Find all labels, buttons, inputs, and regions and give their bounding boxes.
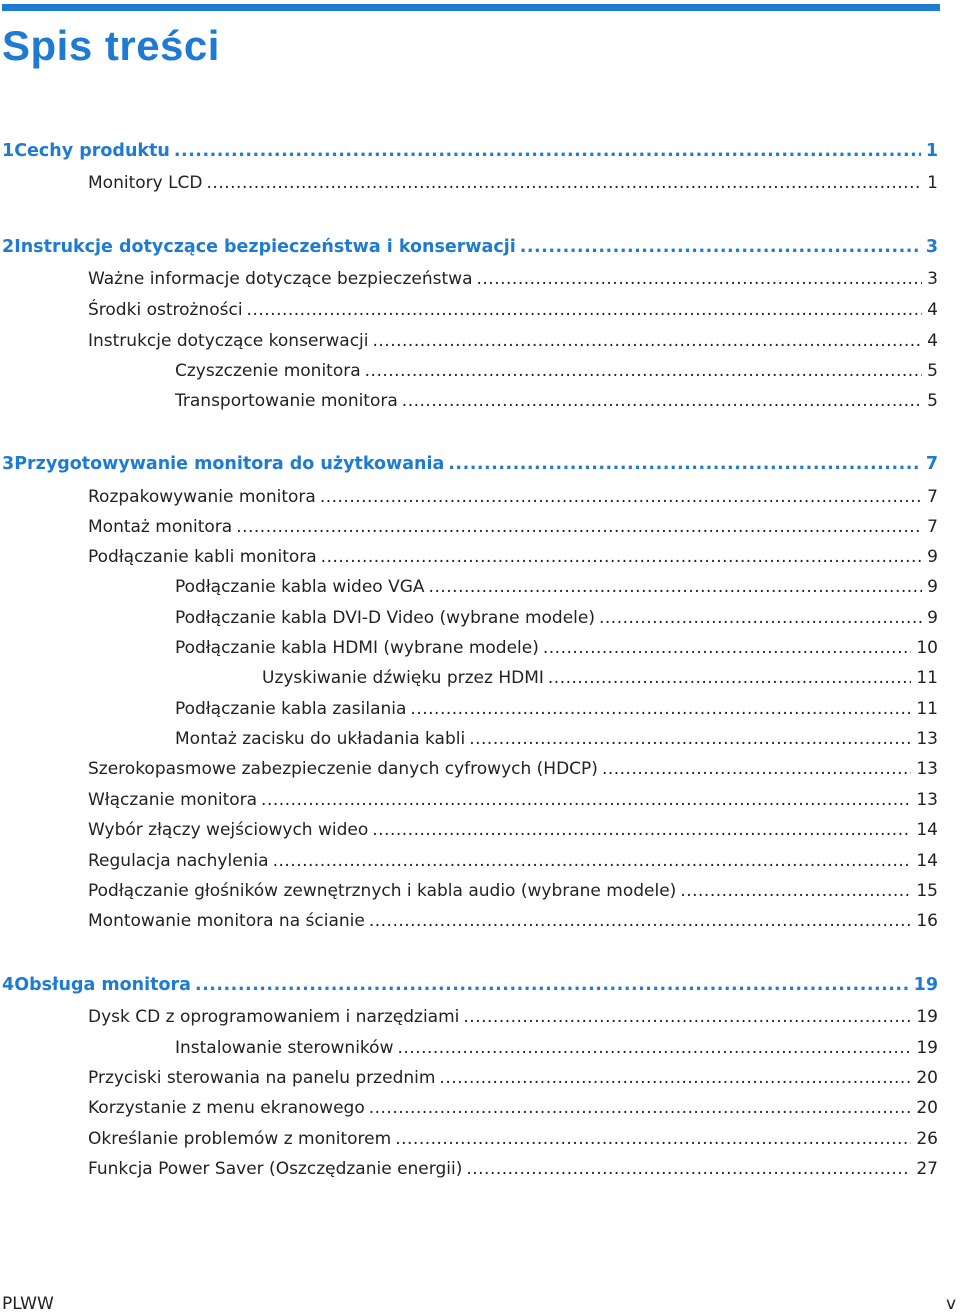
toc-page-number: 9 — [927, 547, 938, 567]
toc-entry[interactable] — [0, 512, 938, 542]
toc-page-number: 11 — [916, 699, 938, 719]
toc-chapter-number: 1 — [2, 141, 15, 161]
toc-chapter-number: 2 — [2, 237, 15, 257]
toc-page-number: 26 — [916, 1129, 938, 1149]
page-title: Spis treści — [2, 22, 220, 69]
toc-dot-leader — [395, 1124, 911, 1154]
toc-entry[interactable] — [0, 1033, 938, 1063]
toc-entry-title: Ważne informacje dotyczące bezpieczeństwa — [88, 269, 473, 289]
toc-page-number: 7 — [925, 454, 938, 474]
toc-entry-title: Rozpakowywanie monitora — [88, 487, 316, 507]
toc-dot-leader — [247, 295, 923, 325]
toc-entry[interactable] — [0, 482, 938, 512]
toc-chapter-number: 3 — [2, 454, 15, 474]
toc-page-number: 15 — [916, 881, 938, 901]
toc-entry[interactable] — [0, 295, 938, 325]
toc-entry[interactable] — [0, 1124, 938, 1154]
toc-dot-leader — [365, 356, 923, 386]
toc-page-number: 11 — [916, 668, 938, 688]
toc-dot-leader — [469, 724, 911, 754]
toc-chapter-entry[interactable] — [0, 232, 938, 262]
toc-dot-leader — [195, 970, 909, 1000]
toc-entry[interactable] — [0, 785, 938, 815]
toc-entry-title: Podłączanie głośników zewnętrznych i kabla audio (wybrane modele) — [88, 881, 677, 901]
toc-entry-title: Czyszczenie monitora — [175, 361, 361, 381]
toc-dot-leader — [320, 482, 922, 512]
toc-chapter-entry[interactable] — [0, 136, 938, 166]
toc-page-number: 5 — [927, 391, 938, 411]
toc-dot-leader — [410, 694, 911, 724]
toc-page-number: 5 — [927, 361, 938, 381]
toc-entry-title: Podłączanie kabla HDMI (wybrane modele) — [175, 638, 539, 658]
toc-dot-leader — [548, 663, 911, 693]
toc-page-number: 1 — [927, 173, 938, 193]
toc-dot-leader — [369, 906, 912, 936]
toc-page-number: 7 — [927, 487, 938, 507]
toc-entry-title: Monitory LCD — [88, 173, 203, 193]
toc-entry-title: Dysk CD z oprogramowaniem i narzędziami — [88, 1007, 460, 1027]
toc-entry-title: Podłączanie kabli monitora — [88, 547, 317, 567]
toc-entry-title: Szerokopasmowe zabezpieczenie danych cyfrowych (HDCP) — [88, 759, 598, 779]
toc-entry-title: Funkcja Power Saver (Oszczędzanie energii) — [88, 1159, 463, 1179]
toc-dot-leader — [463, 1002, 911, 1032]
toc-entry-title: Montaż zacisku do układania kabli — [175, 729, 466, 749]
toc-entry-title: Korzystanie z menu ekranowego — [88, 1098, 365, 1118]
toc-dot-leader — [372, 815, 911, 845]
toc-entry[interactable] — [0, 815, 938, 845]
toc-dot-leader — [261, 785, 911, 815]
toc-page-number: 19 — [913, 975, 938, 995]
toc-dot-leader — [273, 846, 912, 876]
toc-page-number: 3 — [927, 269, 938, 289]
toc-dot-leader — [520, 232, 921, 262]
toc-dot-leader — [543, 633, 912, 663]
toc-entry-title: Transportowanie monitora — [175, 391, 398, 411]
toc-entry-title: Instrukcje dotyczące bezpieczeństwa i konserwacji — [14, 237, 516, 257]
toc-entry[interactable] — [0, 633, 938, 663]
toc-page-number: 20 — [916, 1068, 938, 1088]
toc-dot-leader — [321, 542, 923, 572]
toc-entry[interactable] — [0, 906, 938, 936]
toc-dot-leader — [429, 572, 923, 602]
toc-entry[interactable] — [0, 754, 938, 784]
toc-dot-leader — [680, 876, 911, 906]
toc-entry[interactable] — [0, 542, 938, 572]
toc-page-number: 14 — [916, 820, 938, 840]
toc-entry[interactable] — [0, 694, 938, 724]
toc-dot-leader — [439, 1063, 911, 1093]
toc-entry-title: Włączanie monitora — [88, 790, 258, 810]
toc-entry-title: Podłączanie kabla zasilania — [175, 699, 407, 719]
toc-page-number: 7 — [927, 517, 938, 537]
toc-entry-title: Montowanie monitora na ścianie — [88, 911, 365, 931]
toc-entry-title: Instalowanie sterowników — [175, 1038, 394, 1058]
toc-entry[interactable] — [0, 1002, 938, 1032]
toc-entry[interactable] — [0, 1154, 938, 1184]
toc-dot-leader — [402, 386, 922, 416]
toc-page-number: 13 — [916, 759, 938, 779]
toc-entry-title: Przyciski sterowania na panelu przednim — [88, 1068, 436, 1088]
toc-entry[interactable] — [0, 356, 938, 386]
toc-dot-leader — [448, 449, 921, 479]
toc-page-number: 19 — [916, 1038, 938, 1058]
footer-left: PLWW — [2, 1294, 54, 1314]
toc-dot-leader — [477, 264, 923, 294]
toc-entry-title: Obsługa monitora — [14, 975, 191, 995]
toc-dot-leader — [207, 168, 923, 198]
toc-dot-leader — [397, 1033, 911, 1063]
toc-entry[interactable] — [0, 326, 938, 356]
toc-dot-leader — [174, 136, 921, 166]
toc-entry[interactable] — [0, 846, 938, 876]
toc-page-number: 13 — [916, 790, 938, 810]
toc-entry[interactable] — [0, 264, 938, 294]
toc-entry-title: Podłączanie kabla wideo VGA — [175, 577, 425, 597]
toc-page-number: 14 — [916, 851, 938, 871]
toc-page-number: 27 — [916, 1159, 938, 1179]
toc-page-number: 3 — [925, 237, 938, 257]
toc-page-number: 4 — [927, 300, 938, 320]
toc-page-number: 19 — [916, 1007, 938, 1027]
toc-entry-title: Wybór złączy wejściowych wideo — [88, 820, 369, 840]
toc-page-number: 4 — [927, 331, 938, 351]
toc-entry[interactable] — [0, 724, 938, 754]
toc-dot-leader — [466, 1154, 911, 1184]
toc-entry-title: Określanie problemów z monitorem — [88, 1129, 392, 1149]
toc-page-number: 1 — [925, 141, 938, 161]
toc-entry-title: Uzyskiwanie dźwięku przez HDMI — [262, 668, 544, 688]
toc-chapter-entry[interactable] — [0, 449, 938, 479]
toc-dot-leader — [373, 326, 923, 356]
toc-entry[interactable] — [0, 386, 938, 416]
toc-dot-leader — [236, 512, 922, 542]
toc-entry-title: Podłączanie kabla DVI-D Video (wybrane modele) — [175, 608, 595, 628]
toc-entry[interactable] — [0, 168, 938, 198]
toc-page-number: 9 — [927, 577, 938, 597]
toc-entry[interactable] — [0, 1063, 938, 1093]
toc-entry[interactable] — [0, 876, 938, 906]
toc-page-number: 16 — [916, 911, 938, 931]
toc-dot-leader — [602, 754, 911, 784]
toc-entry-title: Środki ostrożności — [88, 300, 243, 320]
toc-dot-leader — [599, 603, 922, 633]
toc-page-number: 10 — [916, 638, 938, 658]
toc-page-number: 13 — [916, 729, 938, 749]
toc-entry-title: Montaż monitora — [88, 517, 233, 537]
toc-entry-title: Instrukcje dotyczące konserwacji — [88, 331, 369, 351]
toc-chapter-entry[interactable] — [0, 970, 938, 1000]
toc-entry[interactable] — [0, 1093, 938, 1123]
footer-page-number: v — [945, 1294, 956, 1314]
toc-entry[interactable] — [0, 663, 938, 693]
toc-page-number: 20 — [916, 1098, 938, 1118]
toc-entry[interactable] — [0, 603, 938, 633]
toc-dot-leader — [369, 1093, 912, 1123]
toc-entry-title: Cechy produktu — [14, 141, 170, 161]
toc-entry-title: Przygotowywanie monitora do użytkowania — [14, 454, 445, 474]
toc-entry[interactable] — [0, 572, 938, 602]
toc-chapter-number: 4 — [2, 975, 15, 995]
toc-page-number: 9 — [927, 608, 938, 628]
toc-entry-title: Regulacja nachylenia — [88, 851, 269, 871]
